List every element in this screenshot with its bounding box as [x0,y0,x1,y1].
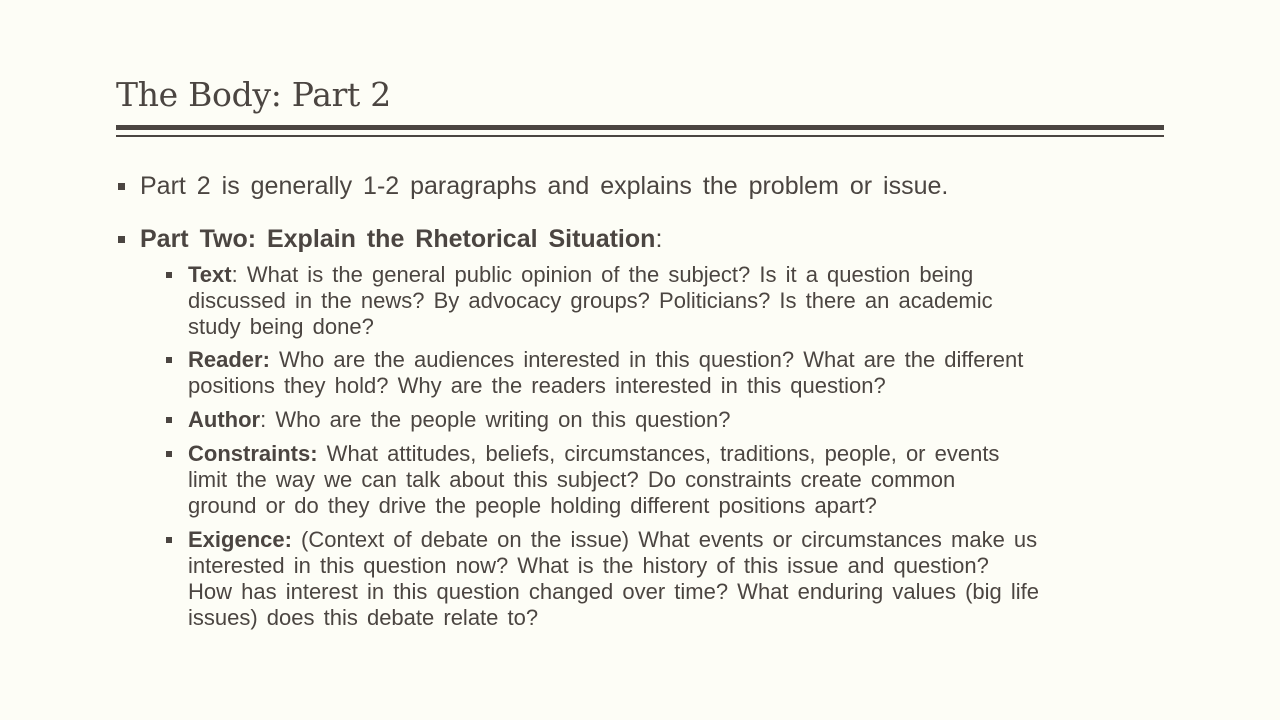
sub-bullet-line-text: Who are the people writing on this question? [266,407,731,432]
term-suffix: : [260,407,267,432]
sub-bullet-text [188,262,1164,340]
sub-bullet-author [188,407,1164,433]
sub-bullet-line-text: (Context of debate on the issue) What events or circumstances make us [291,527,1038,552]
term-suffix: : [231,262,238,287]
sub-bullet-reader [188,347,1164,399]
square-bullet-icon [166,451,172,457]
bullet-text: Part 2 is generally 1-2 paragraphs and explains the problem or issue. [140,172,949,200]
bullet-heading-colon: : [655,225,663,253]
sub-bullet-line: How has interest in this question changed over time? What enduring values (big life [188,579,1040,604]
slide-title: The Body: Part 2 [116,75,391,114]
sub-bullet-line [188,347,1164,373]
sub-bullet-line: limit the way we can talk about this subject? Do constraints create common [188,467,956,492]
sub-bullet-constraints [188,441,1164,519]
sub-bullet-term: Text [188,262,232,287]
square-bullet-icon [118,183,125,190]
sub-bullet-line: interested in this question now? What is the history of this issue and question? [188,553,989,578]
sub-bullet-term: Constraints: [188,441,318,466]
sub-bullet-line [188,441,1164,467]
sub-bullet-line-text: What is the general public opinion of the subject? Is it a question being [237,262,974,287]
square-bullet-icon [166,537,172,543]
sub-bullet-term: Exigence: [188,527,292,552]
bullet-part2-length [140,171,948,201]
title-rule-thin [116,135,1164,137]
square-bullet-icon [166,357,172,363]
sub-bullet-line: study being done? [188,314,374,339]
square-bullet-icon [166,272,172,278]
sub-bullet-line [188,407,1164,433]
bullet-heading: Part Two: Explain the Rhetorical Situation [140,225,656,253]
sub-bullet-line-text: Who are the audiences interested in this question? What are the different [269,347,1024,372]
title-rule-thick [116,125,1164,130]
sub-bullet-line [188,262,1164,288]
sub-bullet-line [188,527,1164,553]
sub-bullet-line-text: What attitudes, beliefs, circumstances, traditions, people, or events [317,441,1000,466]
sub-bullet-term: Author [188,407,261,432]
bullet-rhetorical-situation [140,224,662,254]
sub-bullet-exigence [188,527,1164,631]
sub-bullet-line: issues) does this debate relate to? [188,605,539,630]
sub-bullet-line: ground or do they drive the people holding different positions apart? [188,493,877,518]
sub-bullet-line: discussed in the news? By advocacy groups? Politicians? Is there an academic [188,288,993,313]
sub-bullet-term: Reader: [188,347,270,372]
square-bullet-icon [118,236,125,243]
square-bullet-icon [166,417,172,423]
sub-bullet-line: positions they hold? Why are the readers interested in this question? [188,373,886,398]
